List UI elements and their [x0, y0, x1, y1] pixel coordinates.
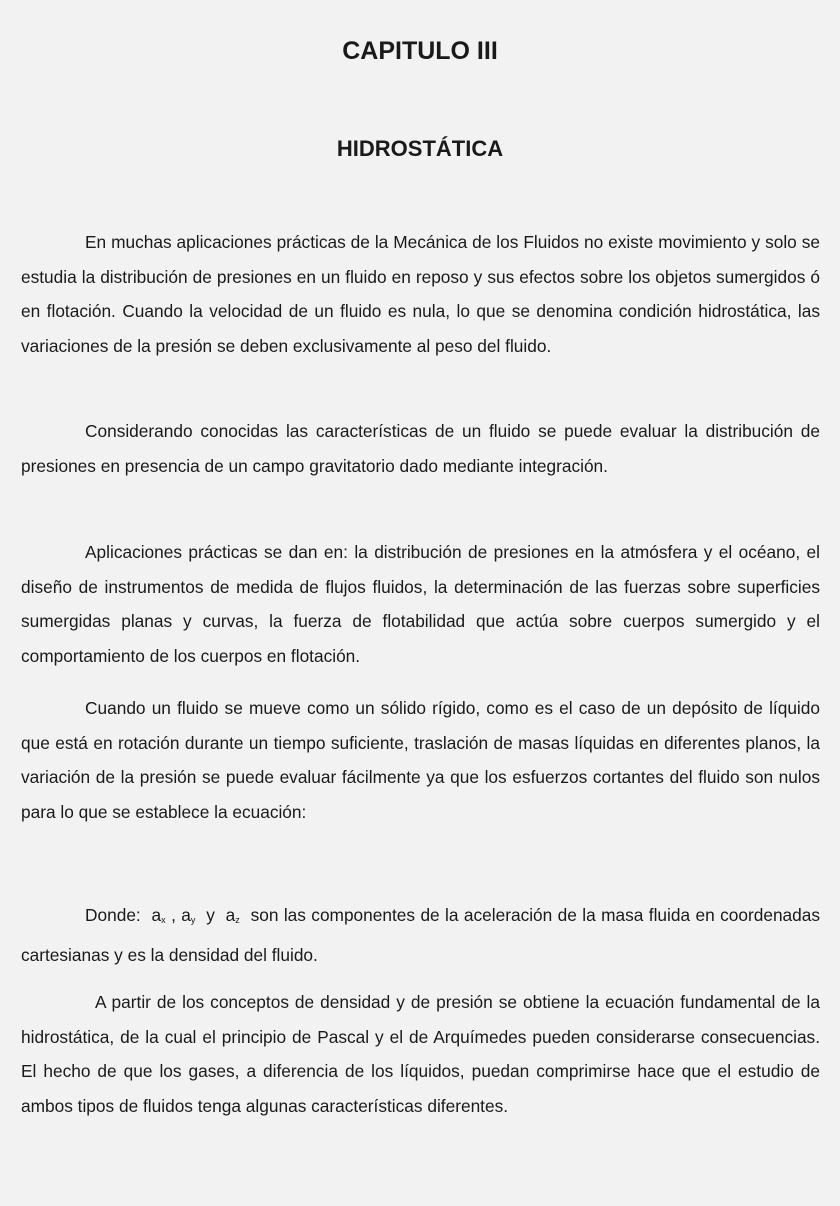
paragraph-4: Cuando un fluido se mueve como un sólido rígido, como es el caso de un depósito de líquido que está en rotación durante un tiempo suficiente, traslación de masas líquidas en diferentes planos, la variación de la presión se puede evaluar fácilmente ya que los esfuerzos cortantes del fluido son nulos para lo que se establece la ecuación: [21, 698, 820, 822]
donde-text: son las componentes de la aceleración de la masa fluida en coordenadas cartesianas y es la densidad del fluido. [21, 905, 821, 965]
conjunction: y [206, 905, 215, 925]
paragraph-3: Aplicaciones prácticas se dan en: la distribución de presiones en la atmósfera y el océano, el diseño de instrumentos de medida de flujos fluidos, la determinación de las fuerzas sobre superficies sumergidas planas y curvas, la fuerza de flotabilidad que actúa sobre cuerpos sumergido y el comportamiento de los cuerpos en flotación. [21, 542, 820, 666]
paragraph-2: Considerando conocidas las características de un fluido se puede evaluar la distribución de presiones en presencia de un campo gravitatorio dado mediante integración. [21, 421, 820, 476]
paragraph-1: En muchas aplicaciones prácticas de la Mecánica de los Fluidos no existe movimiento y solo se estudia la distribución de presiones en un fluido en reposo y sus efectos sobre los objetos sumergidos ó en flotación. Cuando la velocidad de un fluido es nula, lo que se denomina condición hidrostática, las variaciones de la presión se deben exclusivamente al peso del fluido. [21, 232, 820, 356]
paragraph-donde [21, 898, 820, 972]
section-title: HIDROSTÁTICA [336, 136, 504, 161]
symbol-ay: $a_y$ [181, 905, 196, 925]
symbol-ax: $a_x$ [151, 905, 166, 925]
donde-label: Donde: [85, 905, 141, 925]
symbol-az: $a_z$ [225, 905, 240, 925]
separator-comma: , [171, 905, 176, 925]
paragraph-last: A partir de los conceptos de densidad y de presión se obtiene la ecuación fundamental de la hidrostática, de la cual el principio de Pascal y el de Arquímedes pueden considerarse consecuencias. El hecho de que los gases, a diferencia de los líquidos, puedan comprimirse hace que el estudio de ambos tipos de fluidos tenga algunas características diferentes. [21, 992, 820, 1116]
chapter-title: CAPITULO III [342, 37, 498, 65]
